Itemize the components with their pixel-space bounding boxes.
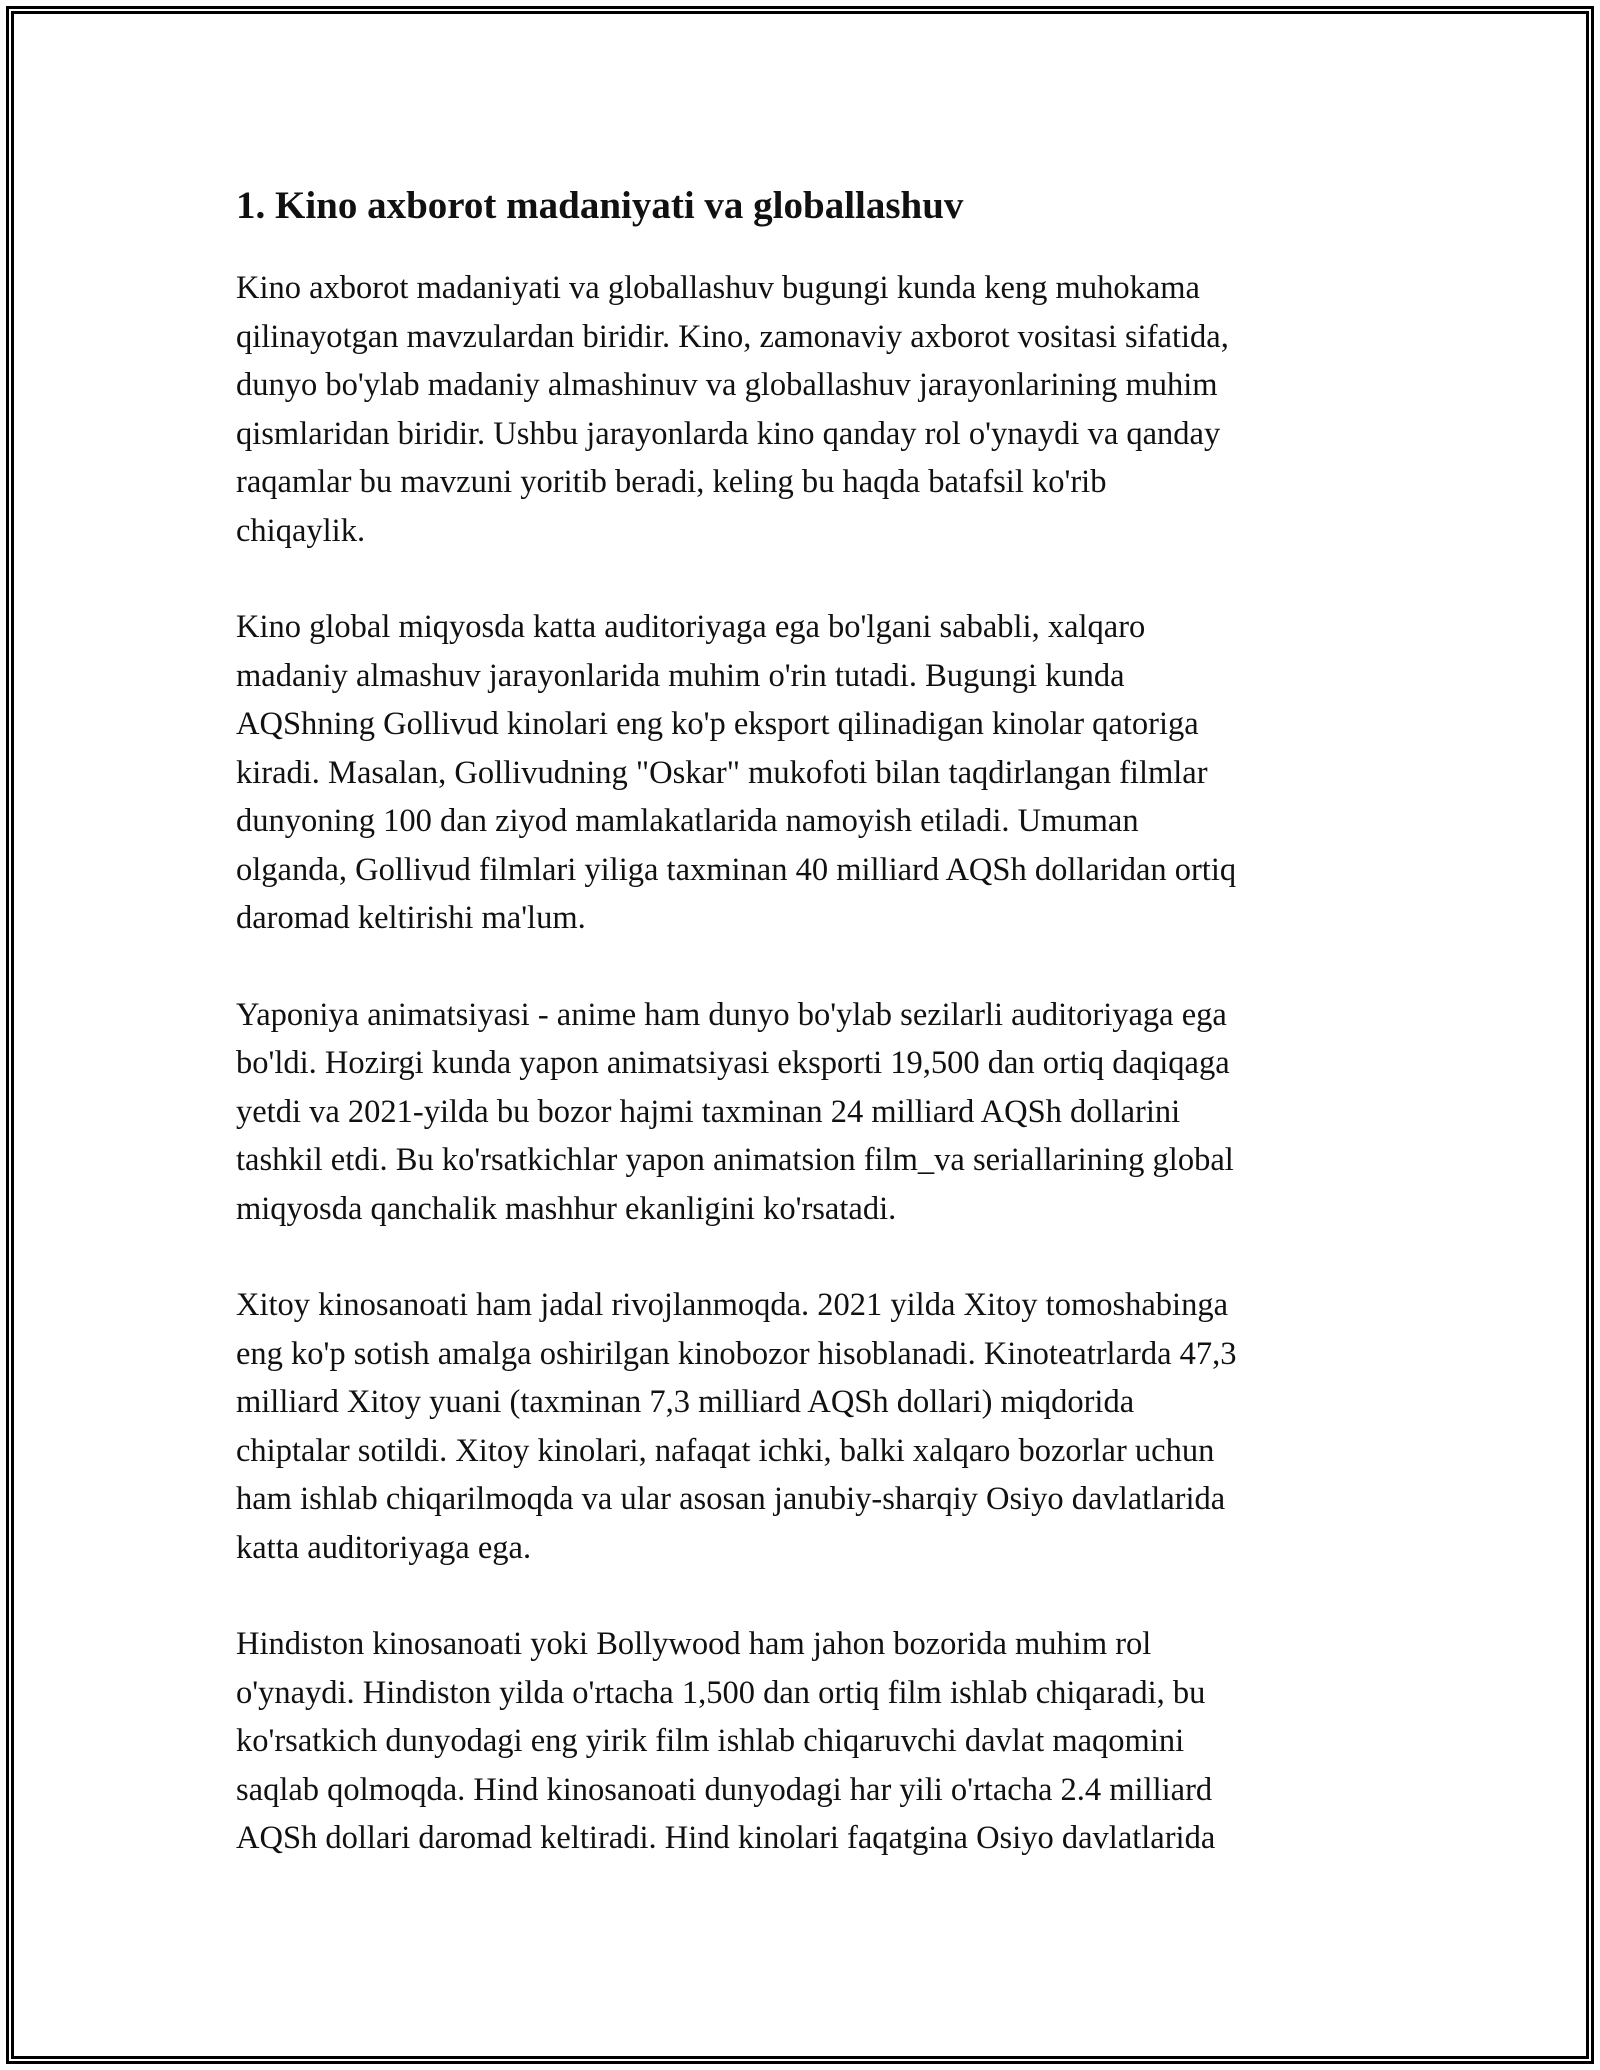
- paragraph-anime: Yaponiya animatsiyasi - anime ham dunyo bo'ylab sezilarli auditoriyaga ega bo'ldi. Hozirgi kunda yapon animatsiyasi eksporti 19,500 dan ortiq daqiqaga yetdi va 2021-yilda bu bozor hajmi taxminan 24 milliard AQSh dollarini tashkil etdi. Bu ko'rsatkichlar yapon animatsion film_va seriallarining global miqyosda qanchalik mashhur ekanligini ko'rsatadi.: [236, 996, 1234, 1227]
- paragraph-hollywood: Kino global miqyosda katta auditoriyaga ega bo'lgani sababli, xalqaro madaniy almashuv jarayonlarida muhim o'rin tutadi. Bugungi kunda AQShning Gollivud kinolari eng ko'p eksport qilinadigan kinolar qatoriga kiradi. Masalan, Gollivudning "Oskar" mukofoti bilan taqdirlangan filmlar dunyoning 100 dan ziyod mamlakatlarida namoyish etiladi. Umuman olganda, Gollivud filmlari yiliga taxminan 40 milliard AQSh dollaridan ortiq daromad keltirishi ma'lum.: [236, 609, 1237, 936]
- document-body: [236, 182, 1378, 1911]
- paragraph-china: Xitoy kinosanoati ham jadal rivojlanmoqda. 2021 yilda Xitoy tomoshabinga eng ko'p sotish amalga oshirilgan kinobozor hisoblanadi. Kinoteatrlarda 47,3 milliard Xitoy yuani (taxminan 7,3 milliard AQSh dollari) miqdorida chiptalar sotildi. Xitoy kinolari, nafaqat ichki, balki xalqaro bozorlar uchun ham ishlab chiqarilmoqda va ular asosan janubiy-sharqiy Osiyo davlatlarida katta auditoriyaga ega.: [236, 1287, 1237, 1566]
- paragraph-intro: Kino axborot madaniyati va globallashuv bugungi kunda keng muhokama qilinayotgan mavzulardan biridir. Kino, zamonaviy axborot vositasi sifatida, dunyo bo'ylab madaniy almashinuv va globallashuv jarayonlarining muhim qismlaridan biridir. Ushbu jarayonlarda kino qanday rol o'ynaydi va qanday raqamlar bu mavzuni yoritib beradi, keling bu haqda batafsil ko'rib chiqaylik.: [236, 270, 1229, 549]
- paragraph-bollywood: Hindiston kinosanoati yoki Bollywood ham jahon bozorida muhim rol o'ynaydi. Hindiston yilda o'rtacha 1,500 dan ortiq film ishlab chiqaradi, bu ko'rsatkich dunyodagi eng yirik film ishlab chiqaruvchi davlat maqomini saqlab qolmoqda. Hind kinosanoati dunyodagi har yili o'rtacha 2.4 milliard AQSh dollari daromad keltiradi. Hind kinolari faqatgina Osiyo davlatlarida: [236, 1626, 1216, 1856]
- section-heading: 1. Kino axborot madaniyati va globallashuv: [236, 184, 964, 227]
